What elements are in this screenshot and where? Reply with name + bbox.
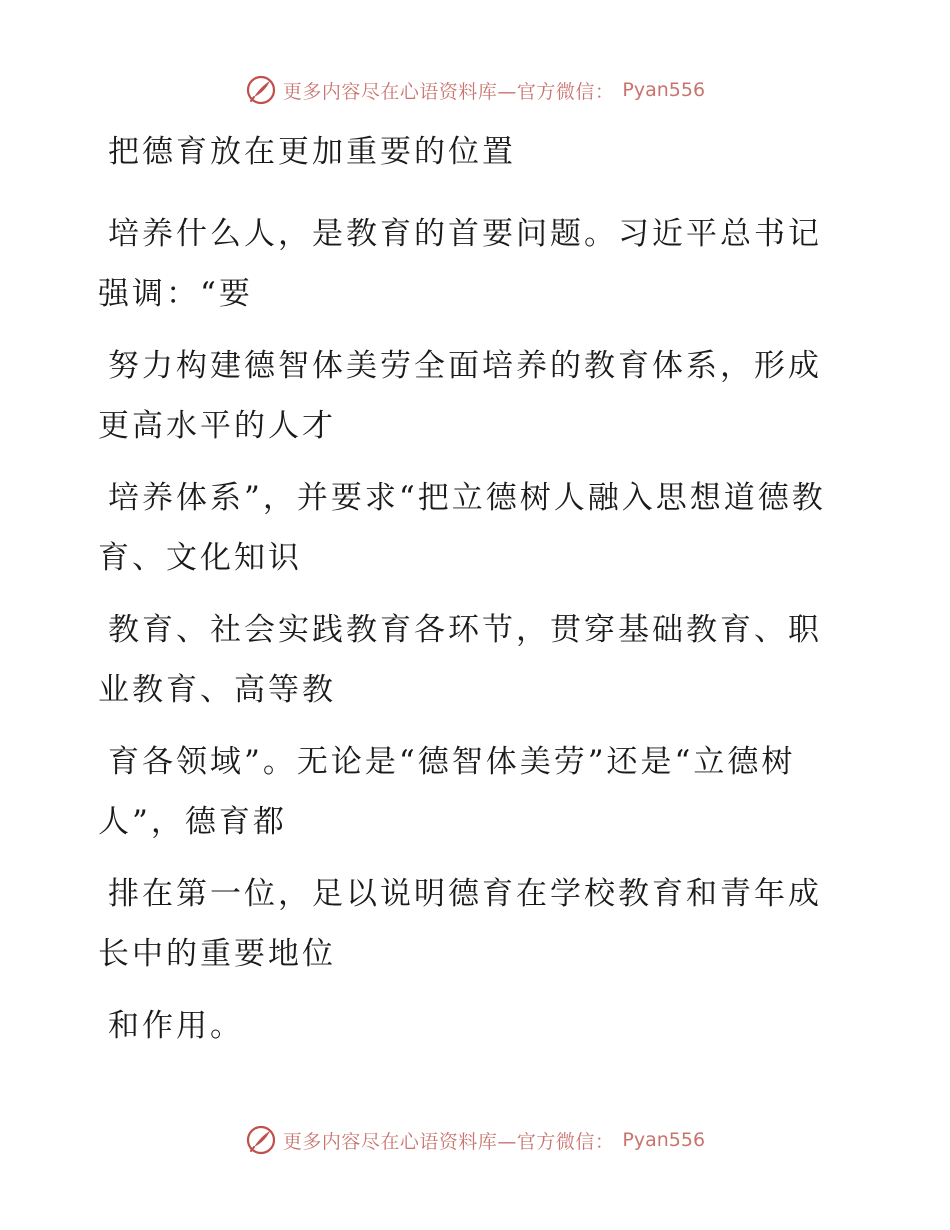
paragraph-line: 排在第一位，足以说明德育在学校教育和青年成长中的重要地位 <box>98 876 822 972</box>
watermark-wechat-id: Pyan556 <box>622 1129 706 1151</box>
header-watermark <box>0 74 950 106</box>
paragraph-line: 培养体系”，并要求“把立德树人融入思想道德教育、文化知识 <box>98 480 826 576</box>
paragraph-line: 培养什么人，是教育的首要问题。习近平总书记强调：“要 <box>98 216 822 312</box>
paragraph-line: 教育、社会实践教育各环节，贯穿基础教育、职业教育、高等教 <box>98 612 822 708</box>
watermark-wechat-id: Pyan556 <box>622 79 706 101</box>
quill-pen-logo-icon <box>245 1124 277 1156</box>
paragraph-line: 育各领域”。无论是“德智体美劳”还是“立德树人”，德育都 <box>98 744 796 840</box>
document-body <box>98 122 838 1068</box>
footer-watermark <box>0 1124 950 1156</box>
watermark-text: 更多内容尽在心语资料库—官方微信： <box>282 80 615 103</box>
paragraph-line: 努力构建德智体美劳全面培养的教育体系，形成更高水平的人才 <box>98 348 822 444</box>
paragraph-line: 和作用。 <box>108 1008 244 1044</box>
watermark-text: 更多内容尽在心语资料库—官方微信： <box>282 1130 615 1153</box>
quill-pen-logo-icon <box>245 74 277 106</box>
document-heading: 把德育放在更加重要的位置 <box>108 134 516 170</box>
